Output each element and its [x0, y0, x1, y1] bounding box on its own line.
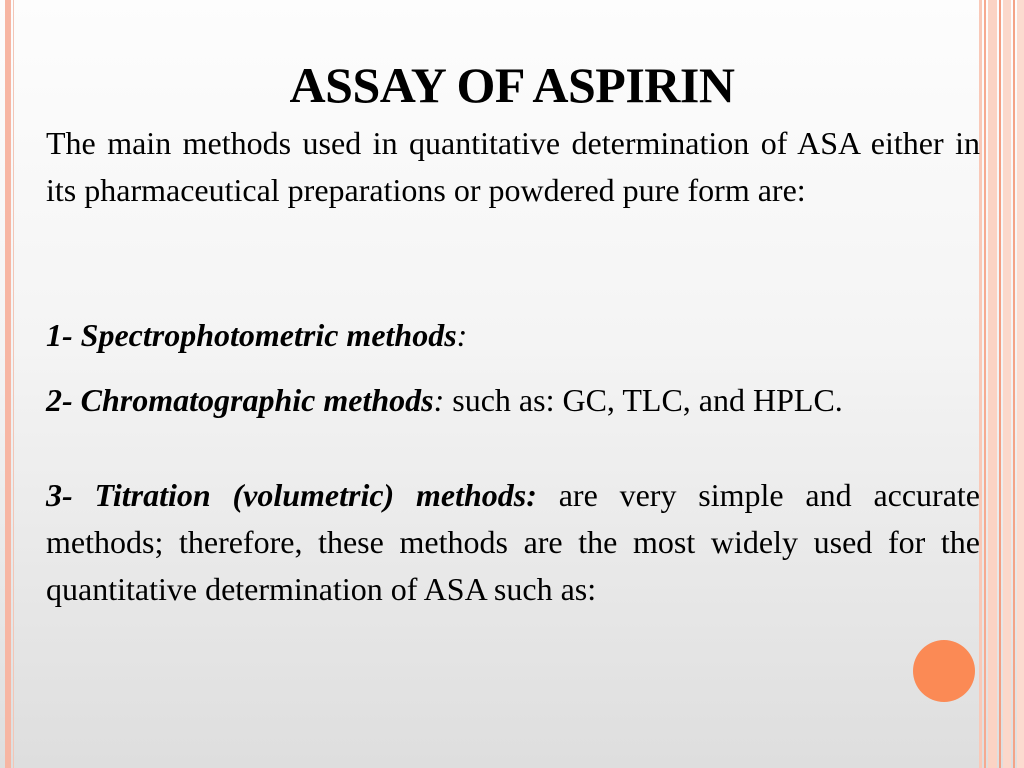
method-colon: :	[456, 317, 468, 353]
method-item-chromatographic	[46, 377, 980, 424]
slide-title: ASSAY OF ASPIRIN	[289, 57, 735, 113]
method-lead: 3- Titration (volumetric) methods:	[46, 477, 537, 513]
method-rest: such as: GC, TLC, and HPLC.	[444, 382, 843, 418]
method-item-titration	[46, 472, 980, 613]
method-lead: 1- Spectrophotometric methods	[46, 317, 457, 353]
method-rest: are very simple and accurate methods; therefore, these methods are the most widely used for the quantitative determination of ASA such as:	[46, 477, 981, 607]
method-lead: 2- Chromatographic methods	[46, 382, 434, 418]
method-colon: :	[433, 382, 445, 418]
method-item-spectrophotometric	[46, 312, 980, 359]
orange-circle-icon	[913, 640, 975, 702]
intro-paragraph: The main methods used in quantitative determination of ASA either in its pharmaceutical preparations or powdered pure form are:	[46, 125, 980, 208]
